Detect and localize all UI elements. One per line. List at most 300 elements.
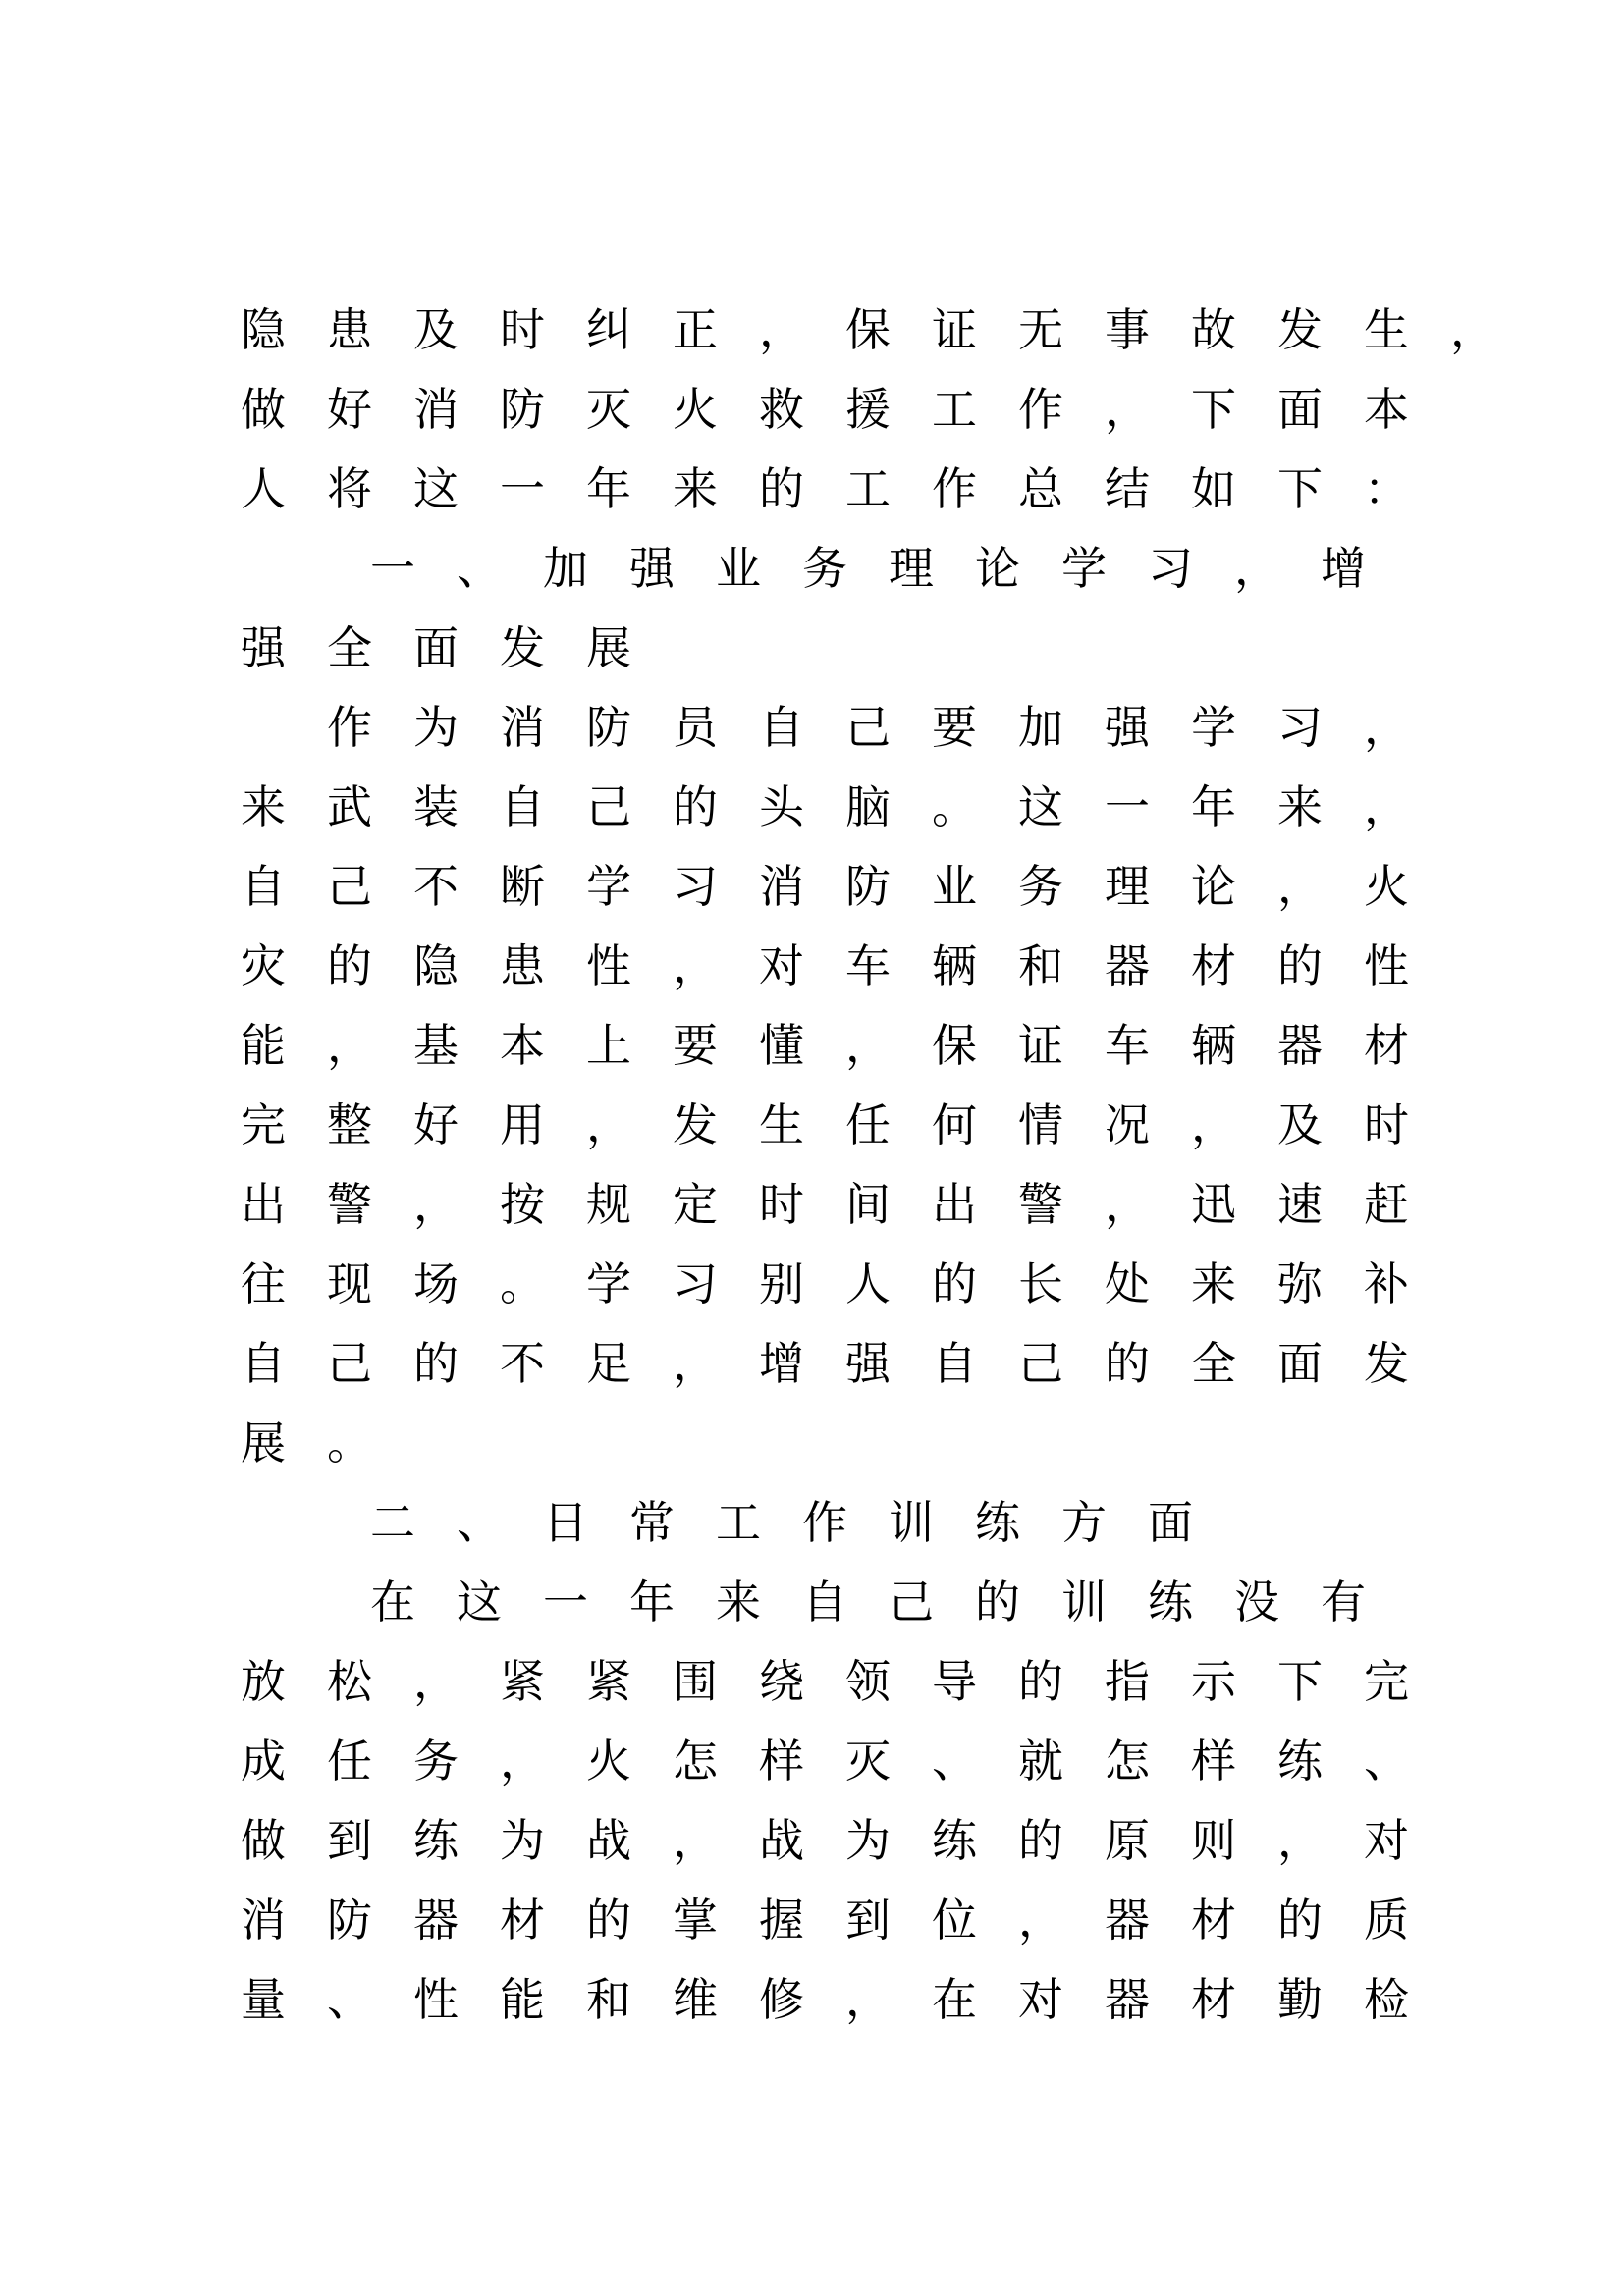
glyph: ， xyxy=(500,1735,545,1788)
glyph: 纠 xyxy=(586,303,631,356)
glyph: 速 xyxy=(1277,1178,1323,1231)
glyph: 防 xyxy=(327,1894,372,1947)
section-heading-2 xyxy=(350,1493,1214,1552)
glyph: 不 xyxy=(413,860,459,913)
glyph: 二 xyxy=(370,1496,415,1549)
glyph: 发 xyxy=(1364,1337,1409,1390)
glyph: 火 xyxy=(586,1735,631,1788)
glyph: 基 xyxy=(413,1019,459,1072)
glyph: 火 xyxy=(673,383,718,436)
body-text-line xyxy=(220,1175,1430,1234)
glyph: 救 xyxy=(759,383,804,436)
glyph: 弥 xyxy=(1277,1257,1323,1310)
body-text-line xyxy=(220,777,1430,836)
glyph: ， xyxy=(1450,303,1495,356)
glyph: 患 xyxy=(500,939,545,992)
glyph: 发 xyxy=(673,1098,718,1151)
glyph: ， xyxy=(1234,542,1279,595)
glyph: 患 xyxy=(327,303,372,356)
body-text-line xyxy=(220,1016,1430,1075)
glyph: 的 xyxy=(1018,1655,1063,1708)
glyph: ， xyxy=(413,1655,459,1708)
glyph: 无 xyxy=(1018,303,1063,356)
glyph: 处 xyxy=(1105,1257,1150,1310)
glyph: 材 xyxy=(1191,939,1236,992)
glyph: 自 xyxy=(241,860,286,913)
glyph: 战 xyxy=(586,1814,631,1867)
body-text-line xyxy=(220,1970,1430,2029)
glyph: 业 xyxy=(932,860,977,913)
glyph: 理 xyxy=(889,542,934,595)
glyph: 结 xyxy=(1105,462,1150,515)
glyph: 足 xyxy=(586,1337,631,1390)
paragraph-start xyxy=(306,698,1430,757)
glyph: 在 xyxy=(932,1973,977,2026)
glyph: 况 xyxy=(1105,1098,1150,1151)
glyph: 成 xyxy=(241,1735,286,1788)
glyph: 练 xyxy=(932,1814,977,1867)
body-text-line xyxy=(220,300,1516,359)
glyph: 如 xyxy=(1191,462,1236,515)
glyph: 往 xyxy=(241,1257,286,1310)
glyph: 故 xyxy=(1191,303,1236,356)
glyph: 论 xyxy=(975,542,1020,595)
glyph: 、 xyxy=(932,1735,977,1788)
glyph: 。 xyxy=(327,1416,372,1469)
glyph: 来 xyxy=(241,780,286,833)
glyph: 习 xyxy=(1148,542,1193,595)
glyph: 脑 xyxy=(845,780,891,833)
glyph: 要 xyxy=(932,701,977,754)
paragraph-start xyxy=(350,1573,1386,1631)
glyph: 强 xyxy=(629,542,675,595)
glyph: 工 xyxy=(845,462,891,515)
glyph: 习 xyxy=(673,860,718,913)
glyph: 辆 xyxy=(1191,1019,1236,1072)
glyph: ， xyxy=(673,939,718,992)
glyph: 紧 xyxy=(586,1655,631,1708)
glyph: 领 xyxy=(845,1655,891,1708)
glyph: 人 xyxy=(845,1257,891,1310)
glyph: 、 xyxy=(457,1496,502,1549)
glyph: 消 xyxy=(500,701,545,754)
glyph: 松 xyxy=(327,1655,372,1708)
glyph: ， xyxy=(1105,1178,1150,1231)
glyph: 出 xyxy=(932,1178,977,1231)
glyph: 怎 xyxy=(1105,1735,1150,1788)
glyph: 作 xyxy=(802,1496,847,1549)
glyph: ， xyxy=(759,303,804,356)
glyph: 和 xyxy=(586,1973,631,2026)
glyph: 按 xyxy=(500,1178,545,1231)
section-heading-1 xyxy=(350,539,1386,598)
glyph: 任 xyxy=(327,1735,372,1788)
glyph: 自 xyxy=(759,701,804,754)
glyph: 人 xyxy=(241,462,286,515)
glyph: 就 xyxy=(1018,1735,1063,1788)
glyph: 有 xyxy=(1321,1575,1366,1629)
glyph: 为 xyxy=(845,1814,891,1867)
glyph: 的 xyxy=(586,1894,631,1947)
glyph: 材 xyxy=(1364,1019,1409,1072)
glyph: 火 xyxy=(1364,860,1409,913)
glyph: 对 xyxy=(1018,1973,1063,2026)
glyph: 的 xyxy=(932,1257,977,1310)
glyph: 材 xyxy=(1191,1894,1236,1947)
glyph: 断 xyxy=(500,860,545,913)
glyph: 的 xyxy=(1277,1894,1323,1947)
body-text-line xyxy=(220,1334,1430,1393)
glyph: 、 xyxy=(327,1973,372,2026)
glyph: 练 xyxy=(975,1496,1020,1549)
glyph: 生 xyxy=(1364,303,1409,356)
glyph: 强 xyxy=(1105,701,1150,754)
glyph: 增 xyxy=(759,1337,804,1390)
glyph: 灭 xyxy=(845,1735,891,1788)
glyph: 练 xyxy=(1148,1575,1193,1629)
glyph: 下 xyxy=(1277,1655,1323,1708)
glyph: 工 xyxy=(716,1496,761,1549)
glyph: 业 xyxy=(716,542,761,595)
glyph: 车 xyxy=(1105,1019,1150,1072)
glyph: 勤 xyxy=(1277,1973,1323,2026)
glyph: 作 xyxy=(1018,383,1063,436)
glyph: 将 xyxy=(327,462,372,515)
glyph: 的 xyxy=(975,1575,1020,1629)
glyph: 到 xyxy=(327,1814,372,1867)
glyph: 消 xyxy=(241,1894,286,1947)
glyph: 、 xyxy=(1364,1735,1409,1788)
glyph: 的 xyxy=(413,1337,459,1390)
glyph: 保 xyxy=(845,303,891,356)
glyph: 自 xyxy=(500,780,545,833)
glyph: 为 xyxy=(500,1814,545,1867)
glyph: 年 xyxy=(1191,780,1236,833)
glyph: 绕 xyxy=(759,1655,804,1708)
glyph: 这 xyxy=(413,462,459,515)
glyph: 训 xyxy=(889,1496,934,1549)
glyph: 消 xyxy=(413,383,459,436)
glyph: 上 xyxy=(586,1019,631,1072)
glyph: ， xyxy=(673,1337,718,1390)
glyph: 强 xyxy=(241,621,286,674)
glyph: ， xyxy=(1105,383,1150,436)
glyph: 务 xyxy=(802,542,847,595)
glyph: 的 xyxy=(327,939,372,992)
glyph: 这 xyxy=(1018,780,1063,833)
glyph: 论 xyxy=(1191,860,1236,913)
glyph: 性 xyxy=(413,1973,459,2026)
glyph: 本 xyxy=(1364,383,1409,436)
glyph: 能 xyxy=(500,1973,545,2026)
glyph: ， xyxy=(1191,1098,1236,1151)
glyph: 装 xyxy=(413,780,459,833)
glyph: 警 xyxy=(327,1178,372,1231)
glyph: 围 xyxy=(673,1655,718,1708)
glyph: 工 xyxy=(932,383,977,436)
glyph: 为 xyxy=(413,701,459,754)
section-heading-1-cont xyxy=(220,618,652,677)
glyph: 原 xyxy=(1105,1814,1150,1867)
glyph: ， xyxy=(845,1019,891,1072)
glyph: 证 xyxy=(1018,1019,1063,1072)
glyph: 定 xyxy=(673,1178,718,1231)
glyph: 面 xyxy=(1277,1337,1323,1390)
glyph: 没 xyxy=(1234,1575,1279,1629)
glyph: 学 xyxy=(1061,542,1107,595)
glyph: 头 xyxy=(759,780,804,833)
glyph: 务 xyxy=(1018,860,1063,913)
glyph: 器 xyxy=(1277,1019,1323,1072)
glyph: 加 xyxy=(1018,701,1063,754)
body-text-line xyxy=(220,1811,1430,1870)
glyph: 面 xyxy=(1148,1496,1193,1549)
glyph: 加 xyxy=(543,542,588,595)
glyph: ， xyxy=(1277,860,1323,913)
glyph: 时 xyxy=(500,303,545,356)
glyph: 的 xyxy=(1105,1337,1150,1390)
glyph: 务 xyxy=(413,1735,459,1788)
glyph: 出 xyxy=(241,1178,286,1231)
glyph: 完 xyxy=(1364,1655,1409,1708)
glyph: 紧 xyxy=(500,1655,545,1708)
glyph: 援 xyxy=(845,383,891,436)
glyph: 展 xyxy=(586,621,631,674)
glyph: 隐 xyxy=(241,303,286,356)
glyph: 本 xyxy=(500,1019,545,1072)
glyph: 己 xyxy=(327,1337,372,1390)
glyph: 场 xyxy=(413,1257,459,1310)
glyph: 来 xyxy=(673,462,718,515)
glyph: 器 xyxy=(1105,1973,1150,2026)
glyph: 别 xyxy=(759,1257,804,1310)
glyph: 掌 xyxy=(673,1894,718,1947)
glyph: 一 xyxy=(500,462,545,515)
glyph: 来 xyxy=(716,1575,761,1629)
glyph: 材 xyxy=(500,1894,545,1947)
glyph: 一 xyxy=(1105,780,1150,833)
glyph: 事 xyxy=(1105,303,1150,356)
body-text-line xyxy=(220,1732,1430,1790)
glyph: 情 xyxy=(1018,1098,1063,1151)
glyph: ， xyxy=(1277,1814,1323,1867)
glyph: 样 xyxy=(1191,1735,1236,1788)
glyph: 强 xyxy=(845,1337,891,1390)
glyph: 发 xyxy=(500,621,545,674)
glyph: 下 xyxy=(1277,462,1323,515)
glyph: 面 xyxy=(413,621,459,674)
glyph: 年 xyxy=(629,1575,675,1629)
glyph: 理 xyxy=(1105,860,1150,913)
glyph: 能 xyxy=(241,1019,286,1072)
glyph: 增 xyxy=(1321,542,1366,595)
glyph: 保 xyxy=(932,1019,977,1072)
glyph: 规 xyxy=(586,1178,631,1231)
glyph: 防 xyxy=(500,383,545,436)
glyph: 要 xyxy=(673,1019,718,1072)
body-text-line xyxy=(220,857,1430,916)
glyph: ， xyxy=(413,1178,459,1231)
glyph: 到 xyxy=(845,1894,891,1947)
body-text-line xyxy=(220,459,1430,518)
glyph: 证 xyxy=(932,303,977,356)
glyph: 懂 xyxy=(759,1019,804,1072)
glyph: 灾 xyxy=(241,939,286,992)
glyph: 检 xyxy=(1364,1973,1409,2026)
glyph: 现 xyxy=(327,1257,372,1310)
glyph: ： xyxy=(1364,462,1409,515)
glyph: 和 xyxy=(1018,939,1063,992)
glyph: 全 xyxy=(1191,1337,1236,1390)
glyph: 不 xyxy=(500,1337,545,1390)
glyph: 学 xyxy=(586,860,631,913)
glyph: ， xyxy=(673,1814,718,1867)
glyph: 用 xyxy=(500,1098,545,1151)
glyph: ， xyxy=(1364,780,1409,833)
glyph: 对 xyxy=(759,939,804,992)
glyph: 在 xyxy=(370,1575,415,1629)
glyph: 时 xyxy=(1364,1098,1409,1151)
glyph: 整 xyxy=(327,1098,372,1151)
glyph: 日 xyxy=(543,1496,588,1549)
glyph: 性 xyxy=(1364,939,1409,992)
glyph: 学 xyxy=(1191,701,1236,754)
glyph: 时 xyxy=(759,1178,804,1231)
glyph: 练 xyxy=(413,1814,459,1867)
glyph: 常 xyxy=(629,1496,675,1549)
glyph: 作 xyxy=(932,462,977,515)
glyph: 赶 xyxy=(1364,1178,1409,1231)
glyph: 导 xyxy=(932,1655,977,1708)
glyph: ， xyxy=(1018,1894,1063,1947)
glyph: 作 xyxy=(327,701,372,754)
glyph: 样 xyxy=(759,1735,804,1788)
glyph: 年 xyxy=(586,462,631,515)
glyph: 习 xyxy=(1277,701,1323,754)
glyph: 、 xyxy=(457,542,502,595)
glyph: 的 xyxy=(1277,939,1323,992)
glyph: 握 xyxy=(759,1894,804,1947)
glyph: 的 xyxy=(759,462,804,515)
glyph: 武 xyxy=(327,780,372,833)
glyph: 总 xyxy=(1018,462,1063,515)
glyph: 生 xyxy=(759,1098,804,1151)
glyph: 这 xyxy=(457,1575,502,1629)
glyph: 自 xyxy=(241,1337,286,1390)
body-text-line xyxy=(220,1652,1430,1711)
glyph: 修 xyxy=(759,1973,804,2026)
glyph: 车 xyxy=(845,939,891,992)
glyph: 灭 xyxy=(586,383,631,436)
glyph: 好 xyxy=(413,1098,459,1151)
glyph: 器 xyxy=(1105,1894,1150,1947)
glyph: 放 xyxy=(241,1655,286,1708)
glyph: 器 xyxy=(1105,939,1150,992)
glyph: 隐 xyxy=(413,939,459,992)
glyph: 间 xyxy=(845,1178,891,1231)
glyph: 质 xyxy=(1364,1894,1409,1947)
glyph: 方 xyxy=(1061,1496,1107,1549)
glyph: 怎 xyxy=(673,1735,718,1788)
glyph: 警 xyxy=(1018,1178,1063,1231)
glyph: 来 xyxy=(1277,780,1323,833)
body-text-line xyxy=(220,380,1430,439)
glyph: 任 xyxy=(845,1098,891,1151)
body-text-line xyxy=(220,936,1430,995)
glyph: 指 xyxy=(1105,1655,1150,1708)
glyph: 下 xyxy=(1191,383,1236,436)
glyph: 的 xyxy=(673,780,718,833)
glyph: 位 xyxy=(932,1894,977,1947)
glyph: 防 xyxy=(586,701,631,754)
glyph: 好 xyxy=(327,383,372,436)
glyph: 己 xyxy=(889,1575,934,1629)
glyph: 性 xyxy=(586,939,631,992)
glyph: 发 xyxy=(1277,303,1323,356)
glyph: 量 xyxy=(241,1973,286,2026)
glyph: 学 xyxy=(586,1257,631,1310)
glyph: 则 xyxy=(1191,1814,1236,1867)
glyph: 做 xyxy=(241,383,286,436)
body-text-line xyxy=(220,1095,1430,1154)
glyph: 辆 xyxy=(932,939,977,992)
glyph: 一 xyxy=(370,542,415,595)
body-text-line xyxy=(220,1891,1430,1949)
glyph: 。 xyxy=(500,1257,545,1310)
glyph: 的 xyxy=(1018,1814,1063,1867)
glyph: ， xyxy=(1364,701,1409,754)
glyph: 及 xyxy=(413,303,459,356)
glyph: 完 xyxy=(241,1098,286,1151)
glyph: 己 xyxy=(845,701,891,754)
glyph: 正 xyxy=(673,303,718,356)
glyph: 习 xyxy=(673,1257,718,1310)
glyph: 做 xyxy=(241,1814,286,1867)
glyph: 维 xyxy=(673,1973,718,2026)
glyph: ， xyxy=(327,1019,372,1072)
glyph: 己 xyxy=(1018,1337,1063,1390)
glyph: 面 xyxy=(1277,383,1323,436)
glyph: 何 xyxy=(932,1098,977,1151)
glyph: 迅 xyxy=(1191,1178,1236,1231)
glyph: ， xyxy=(586,1098,631,1151)
glyph: 。 xyxy=(932,780,977,833)
glyph: 展 xyxy=(241,1416,286,1469)
glyph: 及 xyxy=(1277,1098,1323,1151)
glyph: 战 xyxy=(759,1814,804,1867)
glyph: 己 xyxy=(586,780,631,833)
glyph: 示 xyxy=(1191,1655,1236,1708)
glyph: 对 xyxy=(1364,1814,1409,1867)
glyph: 一 xyxy=(543,1575,588,1629)
glyph: ， xyxy=(845,1973,891,2026)
glyph: 消 xyxy=(759,860,804,913)
glyph: 器 xyxy=(413,1894,459,1947)
glyph: 补 xyxy=(1364,1257,1409,1310)
body-text-line xyxy=(220,1414,393,1472)
glyph: 自 xyxy=(932,1337,977,1390)
glyph: 材 xyxy=(1191,1973,1236,2026)
glyph: 防 xyxy=(845,860,891,913)
body-text-line xyxy=(220,1255,1430,1313)
glyph: 自 xyxy=(802,1575,847,1629)
glyph: 己 xyxy=(327,860,372,913)
glyph: 员 xyxy=(673,701,718,754)
glyph: 全 xyxy=(327,621,372,674)
glyph: 长 xyxy=(1018,1257,1063,1310)
glyph: 来 xyxy=(1191,1257,1236,1310)
glyph: 练 xyxy=(1277,1735,1323,1788)
